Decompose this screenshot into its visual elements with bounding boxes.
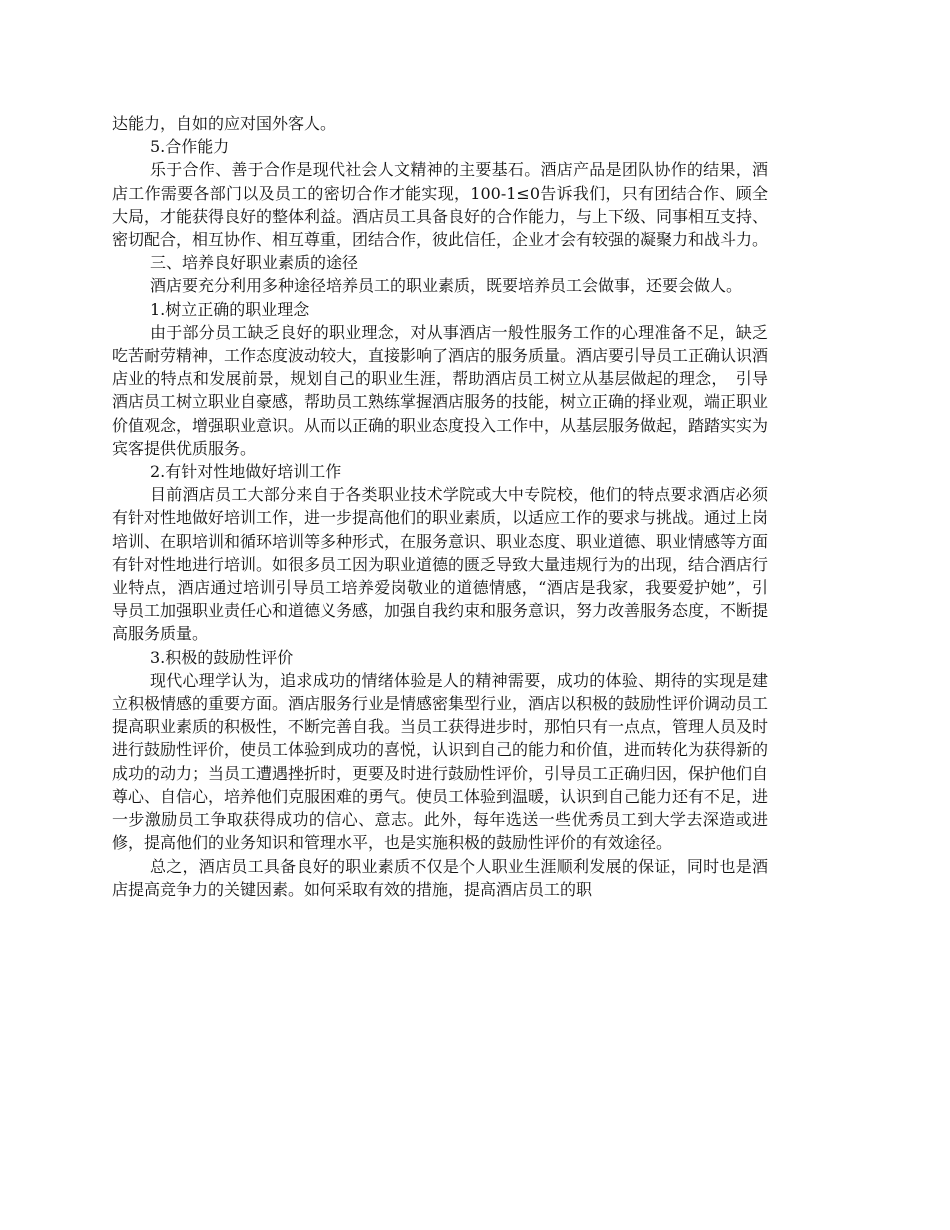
paragraph-intro-end: 达能力，自如的应对国外客人。 (112, 114, 337, 133)
paragraph-conclusion: 总之，酒店员工具备良好的职业素质不仅是个人职业生涯顺利发展的保证，同时也是酒店提高竞争力的关键因素。如何采取有效的措施，提高酒店员工的职 (112, 856, 768, 899)
document-page (112, 112, 768, 901)
paragraph-cooperation: 乐于合作、善于合作是现代社会人文精神的主要基石。酒店产品是团队协作的结果，酒店工作需要各部门以及员工的密切合作才能实现，100-1≤0告诉我们，只有团结合作、顾全大局，才能获得良好的整体利益。酒店员工具备良好的合作能力，与上下级、同事相互支持、密切配合，相互协作、相互尊重，团结合作，彼此信任，企业才会有较强的凝聚力和战斗力。 (112, 160, 769, 250)
heading-cooperation-ability: 5.合作能力 (150, 137, 230, 157)
paragraph-career-concept: 由于部分员工缺乏良好的职业理念，对从事酒店一般性服务工作的心理准备不足，缺乏吃苦耐劳精神，工作态度波动较大，直接影响了酒店的服务质量。酒店要引导员工正确认识酒店业的特点和发展前景，规划自己的职业生涯，帮助酒店员工树立从基层做起的理念， 引导酒店员工树立职业自豪感，帮助员工熟练掌握酒店服务的技能，树立正确的择业观，端正职业价值观念，增强职业意识。从而以正确的职业态度投入工作中，从基层服务做起，踏踏实实为宾客提供优质服务。 (112, 322, 769, 458)
heading-career-concept: 1.树立正确的职业理念 (150, 299, 310, 319)
heading-targeted-training: 2.有针对性地做好培训工作 (150, 462, 342, 482)
paragraph-targeted-training: 目前酒店员工大部分来自于各类职业技术学院或大中专院校，他们的特点要求酒店必须有针对性地做好培训工作，进一步提高他们的职业素质，以适应工作的要求与挑战。通过上岗培训、在职培训和循环培训等多种形式，在服务意识、职业态度、职业道德、职业情感等方面有针对性地进行培训。如很多员工因为职业道德的匮乏导致大量违规行为的出现，结合酒店行业特点，酒店通过培训引导员工培养爱岗敬业的道德情感，“酒店是我家，我要爱护她”，引导员工加强职业责任心和道德义务感，加强自我约束和服务意识，努力改善服务态度，不断提高服务质量。 (112, 485, 769, 644)
heading-cultivation-approaches: 三、培养良好职业素质的途径 (150, 253, 359, 273)
heading-encouraging-evaluation: 3.积极的鼓励性评价 (150, 647, 294, 667)
paragraph-cultivation-intro: 酒店要充分利用多种途径培养员工的职业素质，既要培养员工会做事，还要会做人。 (150, 276, 743, 296)
paragraph-encouraging-evaluation: 现代心理学认为，追求成功的情绪体验是人的精神需要，成功的体验、期待的实现是建立积极情感的重要方面。酒店服务行业是情感密集型行业，酒店以积极的鼓励性评价调动员工提高职业素质的积极性，不断完善自我。当员工获得进步时，那怕只有一点点，管理人员及时进行鼓励性评价，使员工体验到成功的喜悦，认识到自己的能力和价值，进而转化为获得新的成功的动力；当员工遭遇挫折时，更要及时进行鼓励性评价，引导员工正确归因，保护他们自尊心、自信心，培养他们克服困难的勇气。使员工体验到温暖，认识到自己能力还有不足，进一步激励员工争取获得成功的信心、意志。此外，每年选送一些优秀员工到大学去深造或进修，提高他们的业务知识和管理水平，也是实施积极的鼓励性评价的有效途径。 (112, 670, 769, 853)
